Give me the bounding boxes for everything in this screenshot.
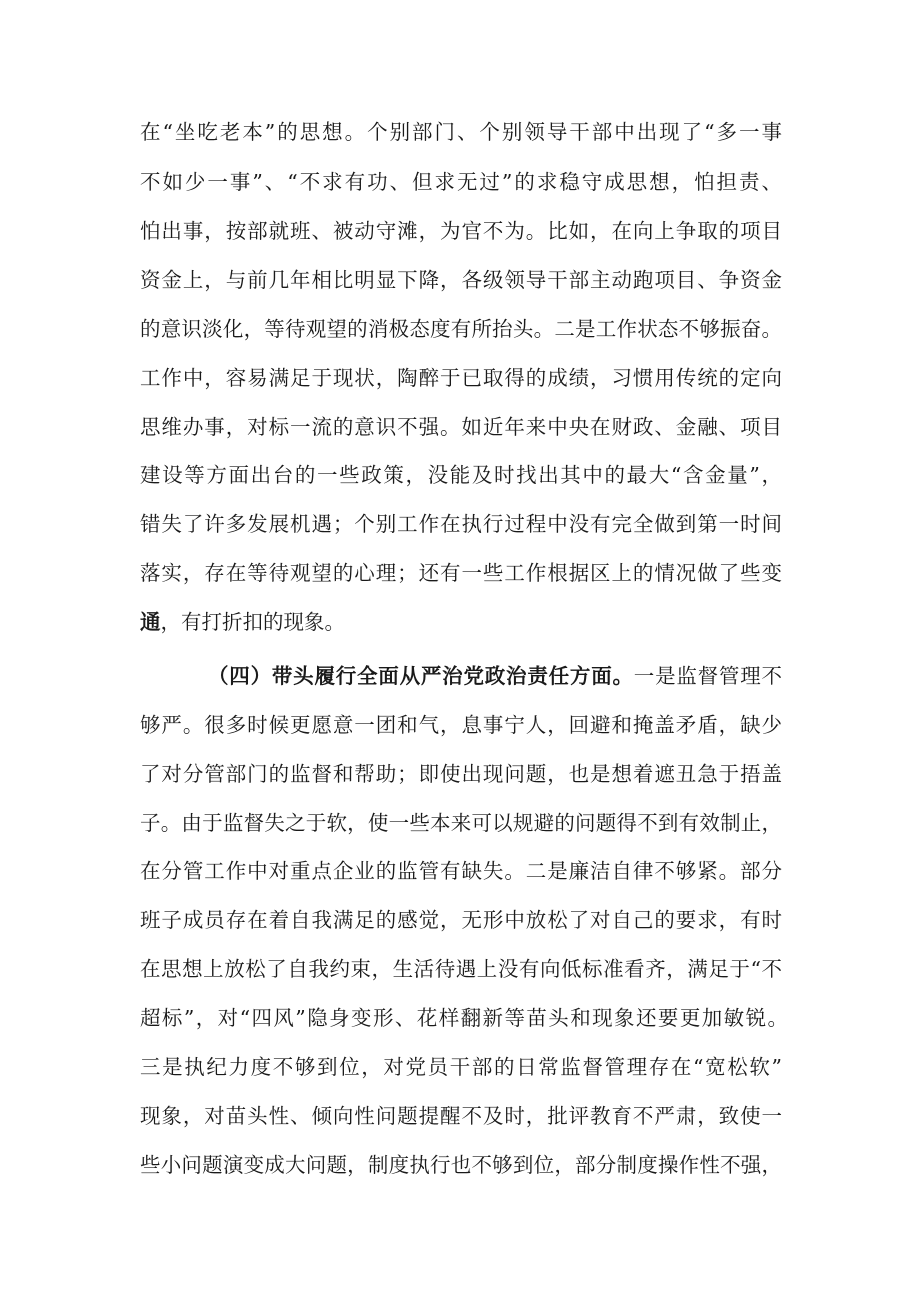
text-line bbox=[208, 656, 782, 696]
text-line: 资金上，与前几年相比明显下降，各级领导干部主动跑项目、争资金 bbox=[140, 268, 782, 292]
section-heading: （四）带头履行全面从严治党政治责任方面。 bbox=[208, 664, 634, 688]
text-line: 些小问题演变成大问题，制度执行也不够到位，部分制度操作性不强， bbox=[140, 1153, 782, 1177]
text-line: 建设等方面出台的一些政策，没能及时找出其中的最大“含金量”， bbox=[140, 463, 782, 487]
text-line: 三是执纪力度不够到位，对党员干部的日常监督管理存在“宽松软” bbox=[140, 1055, 782, 1079]
text-line: 错失了许多发展机遇；个别工作在执行过程中没有完全做到第一时间 bbox=[140, 512, 782, 536]
text-line: 在思想上放松了自我约束，生活待遇上没有向低标准看齐，满足于“不 bbox=[140, 957, 782, 981]
text-line: 怕出事，按部就班、被动守滩，为官不为。比如，在向上争取的项目 bbox=[140, 219, 782, 243]
text-line: 不如少一事”、“不求有功、但求无过”的求稳守成思想，怕担责、 bbox=[140, 170, 782, 194]
text-line: 的意识淡化，等待观望的消极态度有所抬头。二是工作状态不够振奋。 bbox=[140, 317, 782, 341]
text-line: 班子成员存在着自我满足的感觉，无形中放松了对自己的要求，有时 bbox=[140, 908, 782, 932]
text-span: ，有打折扣的现象。 bbox=[160, 610, 345, 634]
text-line: 在分管工作中对重点企业的监管有缺失。二是廉洁自律不够紧。部分 bbox=[140, 859, 782, 883]
text-line: 子。由于监督失之于软，使一些本来可以规避的问题得不到有效制止， bbox=[140, 811, 782, 835]
text-line: 够严。很多时候更愿意一团和气，息事宁人，回避和掩盖矛盾，缺少 bbox=[140, 713, 782, 737]
text-line: 思维办事，对标一流的意识不强。如近年来中央在财政、金融、项目 bbox=[140, 415, 782, 439]
text-line: 工作中，容易满足于现状，陶醉于已取得的成绩，习惯用传统的定向 bbox=[140, 366, 782, 390]
bold-text: 通 bbox=[140, 610, 161, 634]
text-line: 落实，存在等待观望的心理；还有一些工作根据区上的情况做了些变 bbox=[140, 561, 782, 585]
text-line bbox=[140, 602, 782, 642]
text-line: 现象，对苗头性、倾向性问题提醒不及时，批评教育不严肃，致使一 bbox=[140, 1104, 782, 1128]
text-line: 在“坐吃老本”的思想。个别部门、个别领导干部中出现了“多一事 bbox=[140, 120, 782, 144]
text-line: 超标”，对“四风”隐身变形、花样翻新等苗头和现象还要更加敏锐。 bbox=[140, 1006, 788, 1030]
text-line: 了对分管部门的监督和帮助；即使出现问题，也是想着遮丑急于捂盖 bbox=[140, 762, 782, 786]
text-span: 一是监督管理不 bbox=[633, 664, 783, 688]
